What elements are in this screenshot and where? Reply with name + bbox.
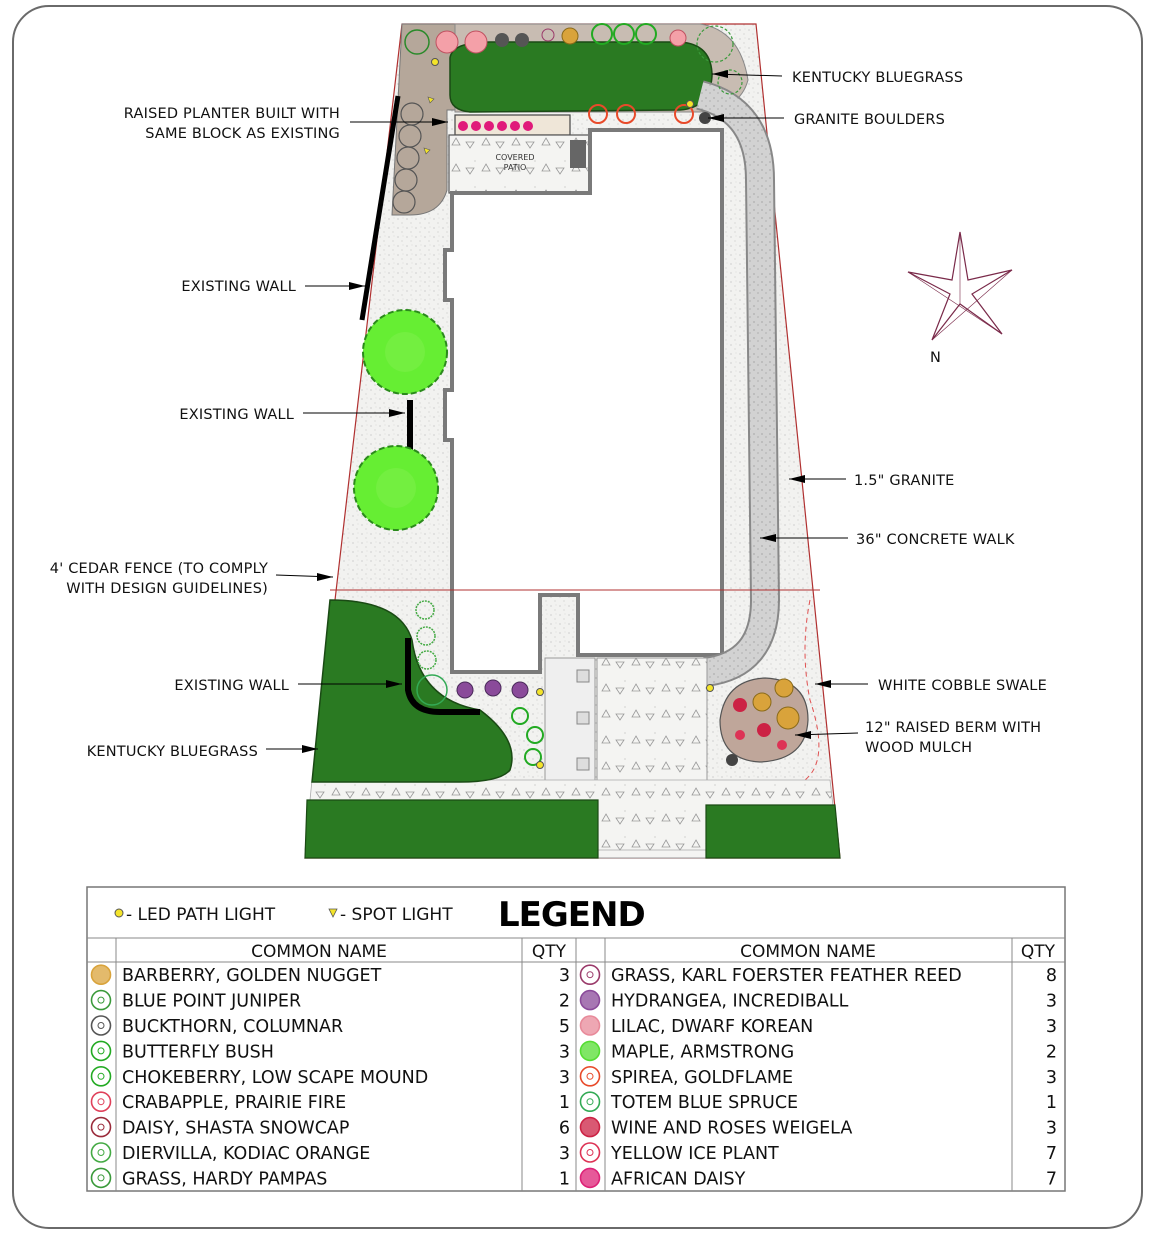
legend-plant-name: DAISY, SHASTA SNOWCAP [122,1118,350,1139]
legend-plant-qty: 3 [558,1144,570,1164]
maple-icon [581,1041,600,1060]
legend-plant-qty: 3 [558,1067,570,1088]
callout-raised-berm-line1: 12" RAISED BERM WITH [865,720,1042,736]
legend-plant-name: BLUE POINT JUNIPER [122,991,302,1012]
lilac-icon [581,1016,600,1035]
legend-plant-name: BUTTERFLY BUSH [122,1042,274,1063]
legend-header-common-name-right: COMMON NAME [740,942,876,962]
legend-led-path-light: - LED PATH LIGHT [126,905,276,925]
legend-plant-name: DIERVILLA, KODIAC ORANGE [122,1144,371,1164]
legend-spot-light: - SPOT LIGHT [340,905,453,925]
legend-plant-qty: 1 [1045,1093,1057,1114]
legend-plant-qty: 2 [1045,1042,1057,1063]
legend-plant-name: GRASS, HARDY PAMPAS [122,1169,328,1190]
legend-plant-name: BARBERRY, GOLDEN NUGGET [122,966,382,987]
kentucky-bluegrass-top [450,42,712,112]
grill [570,140,586,168]
legend-plant-name: GRASS, KARL FOERSTER FEATHER REED [611,966,962,987]
legend-plant-qty: 1 [558,1093,570,1114]
hydrangea-icon [581,991,600,1010]
legend-plant-name: AFRICAN DAISY [611,1169,746,1190]
house-footprint [445,130,722,672]
legend-plant-qty: 8 [1045,966,1057,987]
legend-plant-name: CHOKEBERRY, LOW SCAPE MOUND [122,1067,429,1088]
callout-concrete-walk: 36" CONCRETE WALK [856,532,1015,548]
legend-plant-qty: 7 [1045,1144,1057,1164]
callout-kentucky-bluegrass-left: KENTUCKY BLUEGRASS [86,744,258,760]
callout-existing-wall-1: EXISTING WALL [181,279,296,295]
legend-plant-name: CRABAPPLE, PRAIRIE FIRE [122,1093,347,1114]
legend-plant-name: SPIREA, GOLDFLAME [611,1067,794,1088]
weigela-icon [581,1118,600,1137]
legend-plant-qty: 2 [558,991,570,1012]
callout-kentucky-bluegrass-top: KENTUCKY BLUEGRASS [792,70,964,86]
legend-plant-name: YELLOW ICE PLANT [611,1144,779,1164]
african-daisy-icon [581,1168,600,1187]
legend-header-qty-right: QTY [1020,942,1056,962]
legend-plant-qty: 3 [1045,1017,1057,1037]
callout-existing-wall-3: EXISTING WALL [174,678,289,694]
north-label: N [930,350,942,366]
legend-plant-name: HYDRANGEA, INCREDIBALL [611,991,849,1012]
legend-header-common-name-left: COMMON NAME [251,942,387,962]
legend-plant-qty: 3 [1045,991,1057,1012]
callout-raised-planter-line1: RAISED PLANTER BUILT WITH [123,106,340,122]
legend-plant-qty: 1 [558,1169,570,1190]
legend-plant-qty: 7 [1045,1169,1057,1190]
legend-plant-name: WINE AND ROSES WEIGELA [611,1118,853,1139]
legend-plant-qty: 3 [1045,1067,1057,1088]
barberry-icon [92,965,111,984]
callout-raised-planter-line2: SAME BLOCK AS EXISTING [145,126,340,142]
legend-plant-name: MAPLE, ARMSTRONG [611,1042,795,1063]
legend-plant-name: LILAC, DWARF KOREAN [611,1017,814,1037]
callout-white-cobble-swale: WHITE COBBLE SWALE [878,678,1047,694]
legend-plant-qty: 6 [558,1118,570,1139]
legend-plant-qty: 5 [558,1017,570,1037]
kentucky-bluegrass-strip-right [706,805,840,858]
callout-granite: 1.5" GRANITE [854,473,955,489]
legend [87,887,1065,1191]
covered-patio-label-2: PATIO [503,163,527,172]
legend-header-qty-left: QTY [531,942,567,962]
callout-raised-berm-line2: WOOD MULCH [865,740,973,756]
legend-title: LEGEND [498,895,645,935]
legend-plant-qty: 3 [558,966,570,987]
callout-granite-boulders: GRANITE BOULDERS [794,112,945,128]
legend-plant-qty: 3 [558,1042,570,1063]
kentucky-bluegrass-strip-left [305,800,598,858]
legend-plant-qty: 3 [1045,1118,1057,1139]
legend-plant-name: TOTEM BLUE SPRUCE [611,1093,799,1114]
legend-plant-name: BUCKTHORN, COLUMNAR [122,1017,344,1037]
callout-cedar-fence-line1: 4' CEDAR FENCE (TO COMPLY [49,561,268,577]
covered-patio-label-1: COVERED [495,153,535,162]
led-path-light-icon [115,909,123,917]
callout-cedar-fence-line2: WITH DESIGN GUIDELINES) [66,581,268,597]
callout-existing-wall-2: EXISTING WALL [179,407,294,423]
